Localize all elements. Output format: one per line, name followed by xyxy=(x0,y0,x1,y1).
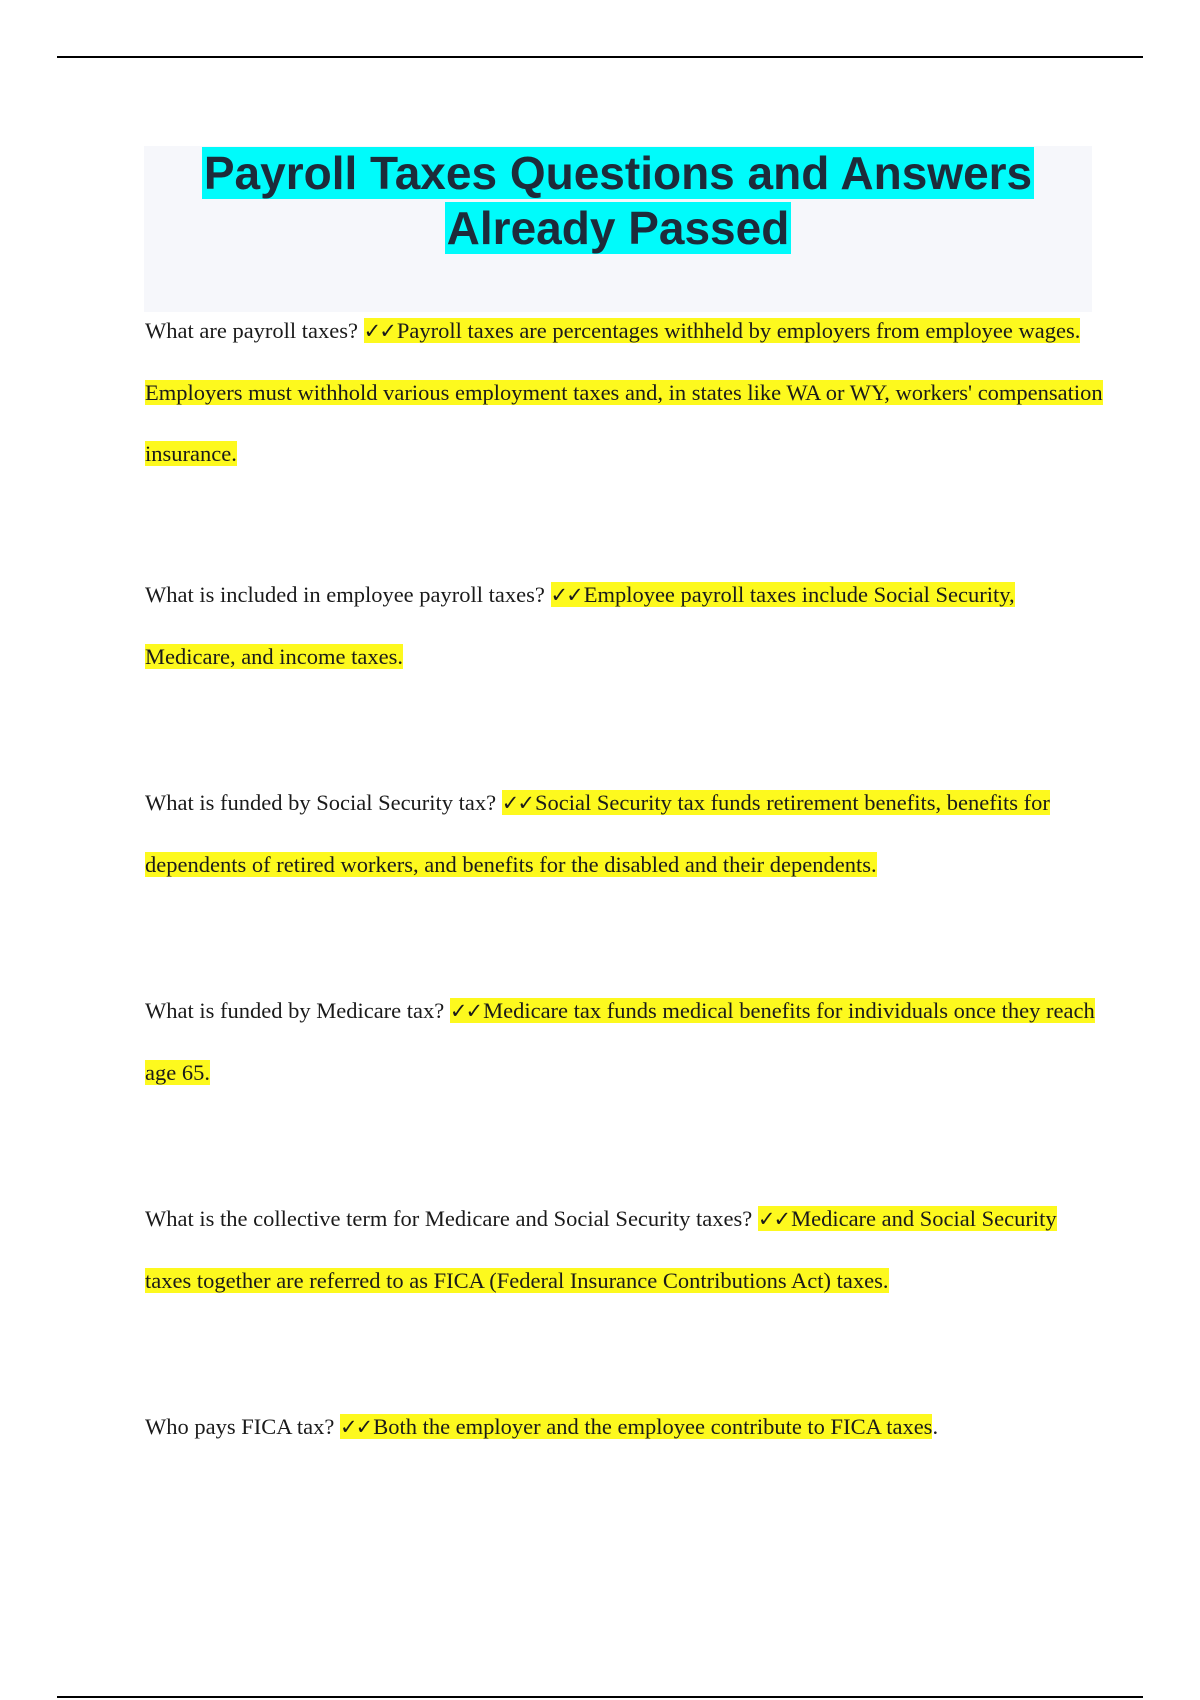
qa-item xyxy=(145,1188,1105,1311)
answer-text: Employee payroll taxes include Social Security, Medicare, and income taxes. xyxy=(145,582,1015,669)
answer-trailing-period: . xyxy=(932,1414,939,1439)
double-check-icon: ✓✓ xyxy=(339,1415,372,1439)
qa-item xyxy=(145,980,1105,1103)
qa-item xyxy=(145,564,1105,687)
top-rule xyxy=(57,56,1143,58)
title-line-2: Already Passed xyxy=(446,202,790,254)
document-title xyxy=(144,146,1092,256)
answer-text: Social Security tax funds retirement benefits, benefits for dependents of retired workers, and benefits for the disabled and their dependents. xyxy=(145,790,1050,877)
double-check-icon: ✓✓ xyxy=(449,999,482,1023)
qa-item xyxy=(145,300,1105,484)
question-text: What are payroll taxes? xyxy=(145,318,359,343)
question-text: What is funded by Medicare tax? xyxy=(145,998,445,1023)
question-text: What is funded by Social Security tax? xyxy=(145,790,497,815)
answer-text: Payroll taxes are percentages withheld by employers from employee wages. Employers must withhold various employment taxes and, in states like WA or WY, workers' compensation insurance. xyxy=(145,318,1103,466)
double-check-icon: ✓✓ xyxy=(550,583,582,607)
answer-highlight xyxy=(340,1414,932,1439)
question-text: What is included in employee payroll taxes? xyxy=(145,582,545,607)
double-check-icon: ✓✓ xyxy=(757,1207,790,1231)
qa-item xyxy=(145,1396,1105,1458)
answer-text: Medicare tax funds medical benefits for individuals once they reach age 65. xyxy=(145,998,1095,1085)
answer-text: Both the employer and the employee contribute to FICA taxes xyxy=(373,1414,933,1439)
answer-text: Medicare and Social Security taxes together are referred to as FICA (Federal Insurance Contributions Act) taxes. xyxy=(145,1206,1057,1293)
double-check-icon: ✓✓ xyxy=(501,791,533,815)
double-check-icon: ✓✓ xyxy=(363,319,395,343)
bottom-rule xyxy=(57,1696,1143,1698)
qa-item xyxy=(145,772,1105,895)
question-text: What is the collective term for Medicare and Social Security taxes? xyxy=(145,1206,753,1231)
question-text: Who pays FICA tax? xyxy=(145,1414,335,1439)
title-line-1: Payroll Taxes Questions and Answers xyxy=(203,147,1033,199)
